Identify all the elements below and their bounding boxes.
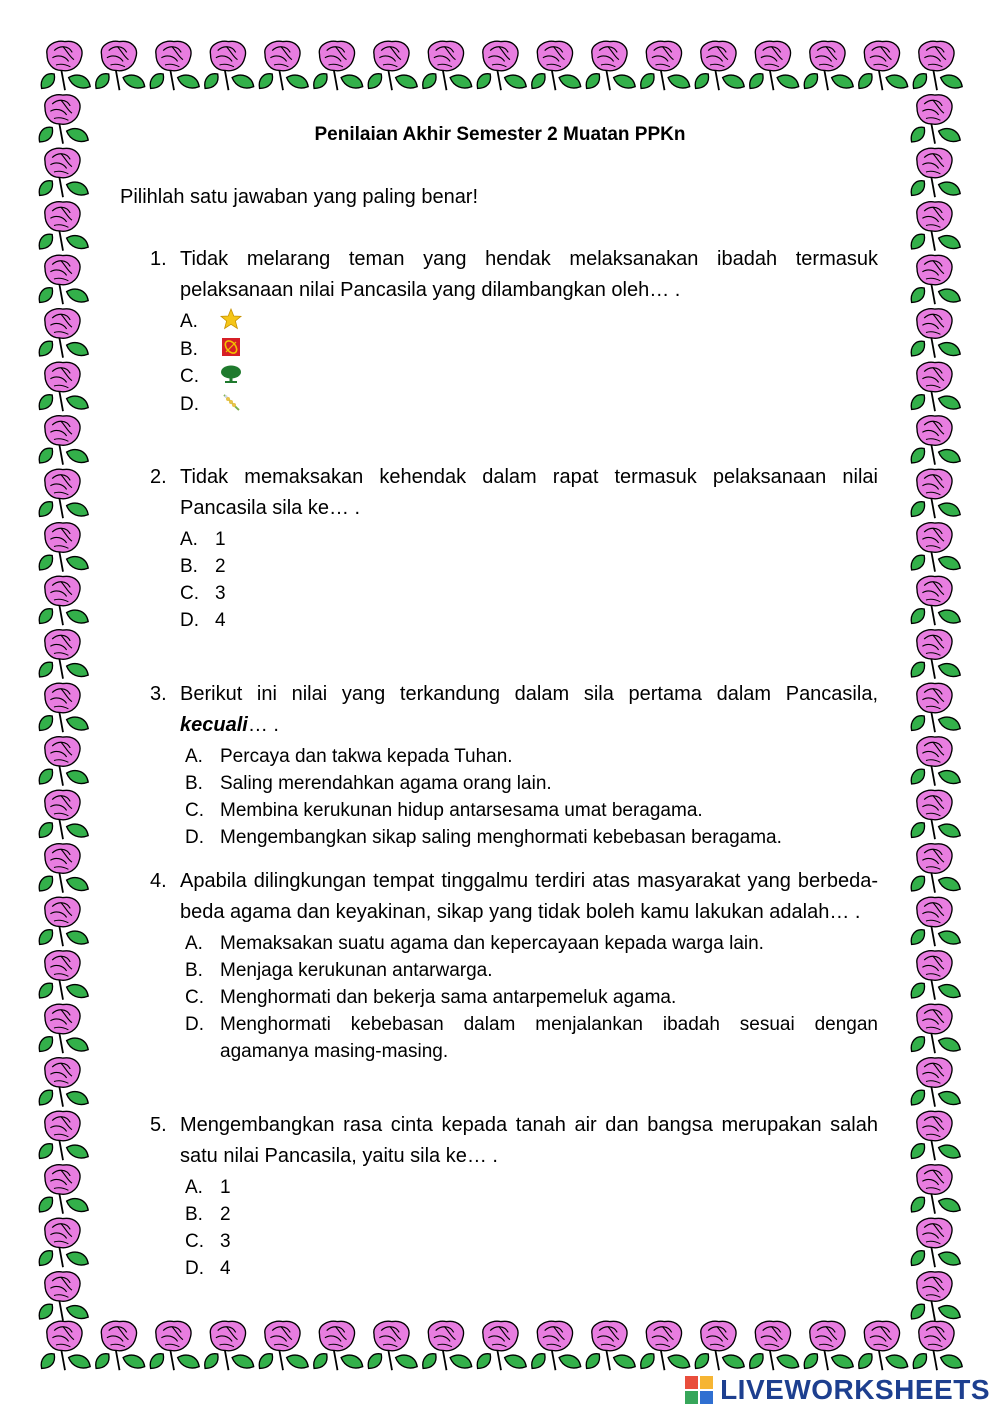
- option-letter: D.: [180, 610, 199, 631]
- option-letter: A.: [185, 746, 203, 767]
- instruction-text: Pilihlah satu jawaban yang paling benar!: [120, 186, 479, 208]
- option-text: Menghormati kebebasan dalam menjalankan ibadah sesuai dengan agamanya masing-masing.: [220, 1014, 878, 1062]
- option-d[interactable]: [185, 1011, 878, 1065]
- option-a[interactable]: [185, 1174, 878, 1201]
- option-a[interactable]: [185, 930, 878, 957]
- option-a[interactable]: [185, 743, 878, 770]
- option-letter: D.: [185, 1258, 204, 1279]
- option-letter: D.: [180, 393, 199, 415]
- question-text: Mengembangkan rasa cinta kepada tanah air dan bangsa merupakan salah satu nilai Pancasila, yaitu sila ke… .: [180, 1114, 878, 1167]
- option-b[interactable]: [185, 770, 878, 797]
- question-number: 3.: [150, 683, 167, 705]
- option-text: Memaksakan suatu agama dan kepercayaan kepada warga lain.: [220, 933, 764, 954]
- option-text: Menghormati dan bekerja sama antarpemeluk agama.: [220, 987, 677, 1008]
- option-letter: D.: [185, 827, 204, 848]
- option-letter: B.: [185, 960, 203, 981]
- option-text: 3: [220, 1231, 231, 1252]
- banyan-tree-icon: [219, 363, 243, 385]
- option-letter: B.: [185, 1204, 203, 1225]
- option-text: 3: [215, 583, 226, 604]
- option-c[interactable]: [185, 984, 878, 1011]
- question-number: 1.: [150, 248, 167, 270]
- question-number: 4.: [150, 870, 167, 892]
- option-b[interactable]: [180, 553, 878, 580]
- option-d[interactable]: [180, 391, 878, 419]
- question-4: [150, 866, 878, 1065]
- option-c[interactable]: [185, 1228, 878, 1255]
- question-number: 5.: [150, 1114, 167, 1136]
- option-letter: A.: [180, 311, 198, 332]
- option-b[interactable]: [185, 1201, 878, 1228]
- question-text: Tidak melarang teman yang hendak melaksanakan ibadah termasuk pelaksanaan nilai Pancasila yang dilambangkan oleh… .: [180, 248, 878, 301]
- option-text: 1: [215, 529, 226, 550]
- option-letter: C.: [180, 583, 199, 604]
- question-5: [150, 1110, 878, 1282]
- star-icon: [219, 308, 243, 330]
- option-b[interactable]: [185, 957, 878, 984]
- option-text: Mengembangkan sikap saling menghormati kebebasan beragama.: [220, 827, 782, 848]
- question-1: [150, 244, 878, 418]
- option-text: Saling merendahkan agama orang lain.: [220, 773, 552, 794]
- question-text: Berikut ini nilai yang terkandung dalam sila pertama dalam Pancasila, kecuali… .: [180, 683, 878, 736]
- option-text: 4: [215, 610, 226, 631]
- option-text: 1: [220, 1177, 231, 1198]
- option-letter: C.: [185, 987, 204, 1008]
- question-2: [150, 462, 878, 634]
- option-b[interactable]: [180, 336, 878, 364]
- option-d[interactable]: [185, 824, 878, 851]
- option-c[interactable]: [180, 580, 878, 607]
- question-number: 2.: [150, 466, 167, 488]
- liveworksheets-logo[interactable]: [684, 1373, 990, 1407]
- option-letter: C.: [185, 1231, 204, 1252]
- option-text: 2: [220, 1204, 231, 1225]
- option-text: 4: [220, 1258, 231, 1279]
- option-c[interactable]: [180, 363, 878, 391]
- option-letter: C.: [185, 800, 204, 821]
- emphasis-kecuali: kecuali: [180, 714, 248, 736]
- option-a[interactable]: [180, 526, 878, 553]
- option-c[interactable]: [185, 797, 878, 824]
- option-letter: A.: [180, 529, 198, 550]
- rice-cotton-icon: [219, 391, 243, 413]
- option-letter: B.: [180, 338, 198, 360]
- option-text: 2: [215, 556, 226, 577]
- option-d[interactable]: [180, 607, 878, 634]
- liveworksheets-logo-icon: [684, 1375, 714, 1405]
- option-letter: D.: [185, 1014, 204, 1035]
- option-letter: A.: [185, 933, 203, 954]
- question-3: [150, 679, 878, 851]
- option-letter: A.: [185, 1177, 203, 1198]
- question-text: Apabila dilingkungan tempat tinggalmu terdiri atas masyarakat yang berbeda-beda agama dan keyakinan, sikap yang tidak boleh kamu lakukan adalah… .: [180, 870, 878, 923]
- option-letter: B.: [185, 773, 203, 794]
- option-letter: C.: [180, 366, 199, 387]
- question-text: Tidak memaksakan kehendak dalam rapat termasuk pelaksanaan nilai Pancasila sila ke… .: [180, 466, 878, 519]
- option-text: Membina kerukunan hidup antarsesama umat beragama.: [220, 800, 703, 821]
- option-letter: B.: [180, 556, 198, 577]
- option-text: Menjaga kerukunan antarwarga.: [220, 960, 493, 981]
- option-a[interactable]: [180, 308, 878, 336]
- chain-icon: [219, 336, 243, 358]
- page-title: Penilaian Akhir Semester 2 Muatan PPKn: [314, 124, 686, 145]
- option-text: Percaya dan takwa kepada Tuhan.: [220, 746, 513, 767]
- liveworksheets-logo-text: LIVEWORKSHEETS: [720, 1374, 990, 1405]
- option-d[interactable]: [185, 1255, 878, 1282]
